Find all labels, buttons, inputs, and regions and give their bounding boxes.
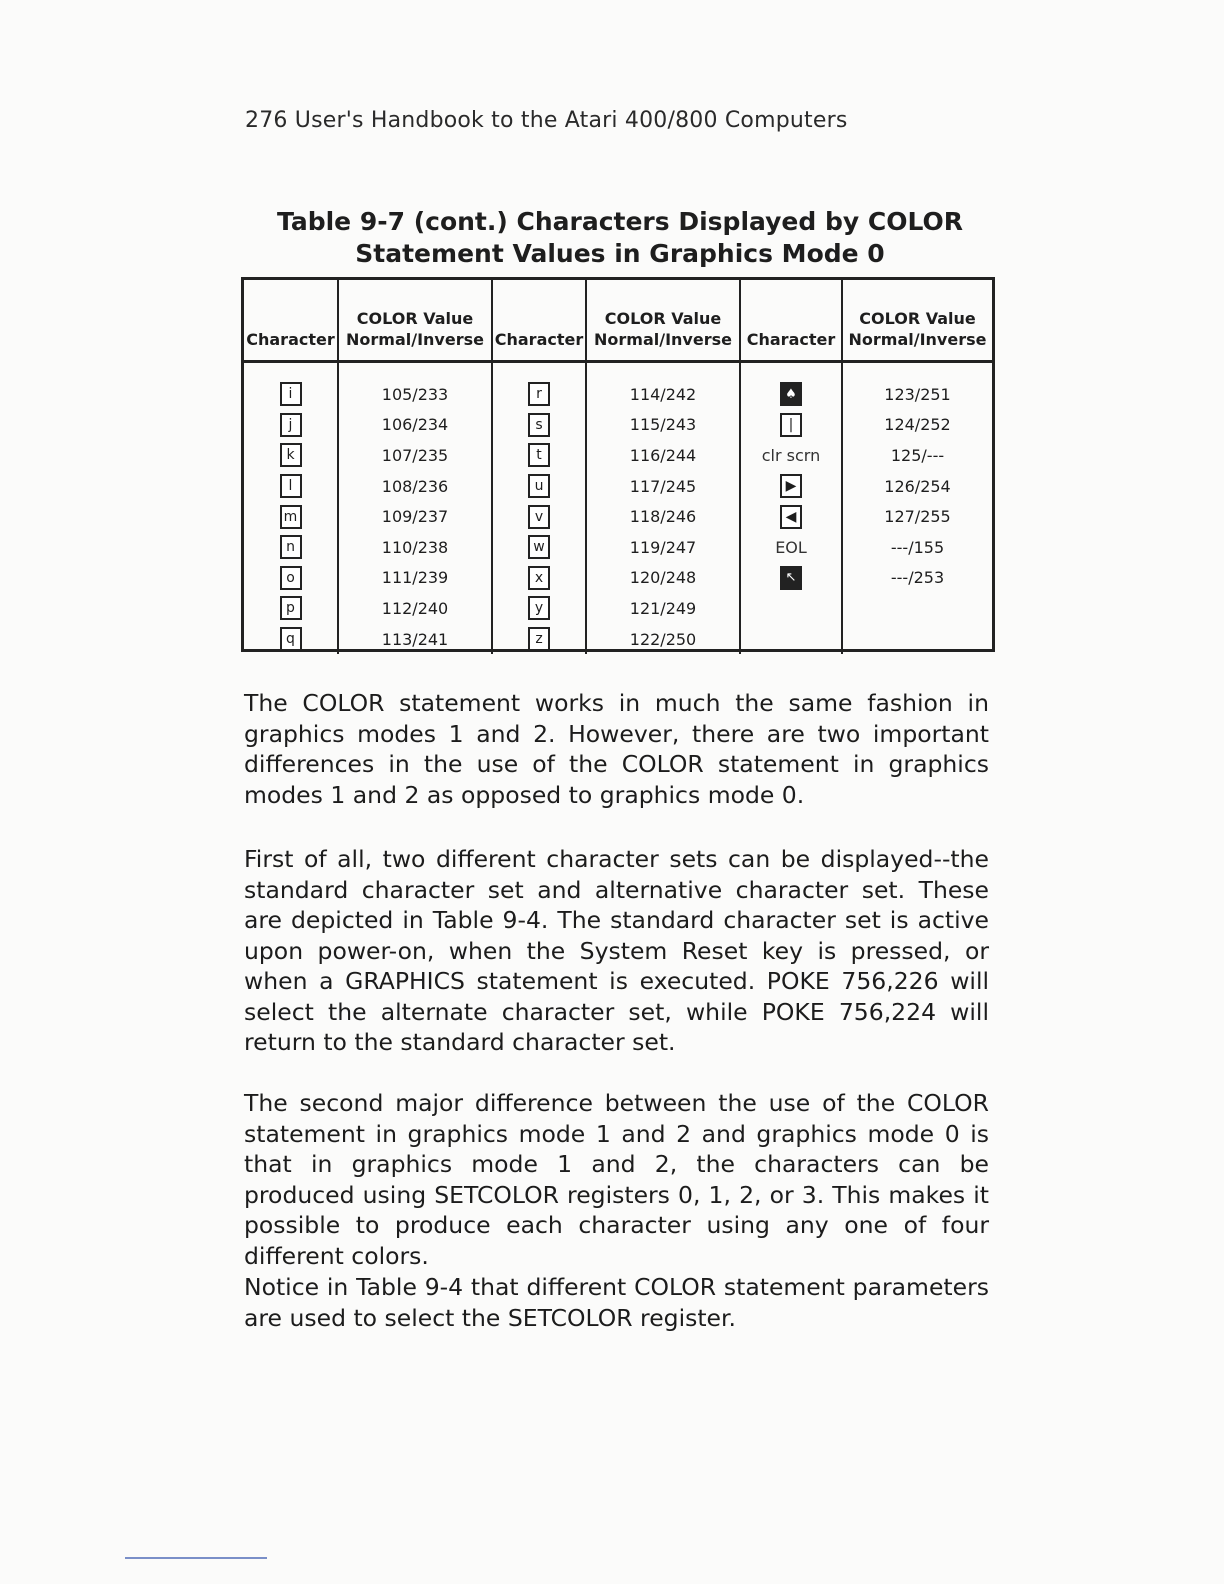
value-column-2 <box>587 363 739 654</box>
color-value: 121/249 <box>629 598 697 618</box>
character-column-3 <box>741 363 841 593</box>
header-character-1: Character <box>244 280 338 362</box>
header-character-3: Character <box>740 280 842 362</box>
clear-screen-label: clr scrn <box>761 445 821 465</box>
color-value: 107/235 <box>381 445 449 465</box>
character-glyph: o <box>280 566 302 590</box>
header-character-2: Character <box>492 280 586 362</box>
value-column-3 <box>843 363 992 593</box>
table-title <box>245 206 995 270</box>
paragraph-2: First of all, two different character sets can be displayed--the standard character set and alternative character set. These are depicted in Table 9-4. The standard character set is active upon power-on, when the System Reset key is pressed, or when a GRAPHICS statement is executed. POKE 756,226 will select the alternate character set, while POKE 756,224 will return to the standard character set. <box>244 845 989 1056</box>
color-value: 122/250 <box>629 629 697 649</box>
character-glyph: m <box>280 505 302 529</box>
color-value: 126/254 <box>884 476 951 496</box>
color-value: 116/244 <box>629 445 697 465</box>
color-value: 113/241 <box>381 629 449 649</box>
color-value: 118/246 <box>629 507 697 527</box>
color-value: 111/239 <box>381 568 449 588</box>
color-value: ---/155 <box>890 537 945 557</box>
character-glyph: i <box>280 382 302 406</box>
character-glyph: u <box>528 474 550 498</box>
eol-label: EOL <box>775 537 807 557</box>
character-glyph: q <box>280 627 302 651</box>
footer-rule <box>125 1557 267 1559</box>
character-glyph: k <box>280 443 302 467</box>
color-value: 115/243 <box>629 415 697 435</box>
character-glyph: x <box>528 566 550 590</box>
character-glyph: s <box>528 413 550 437</box>
color-value: 112/240 <box>381 598 449 618</box>
color-value: 125/--- <box>890 445 945 465</box>
paragraph-4: Notice in Table 9-4 that different COLOR statement parameters are used to select the SETCOLOR register. <box>244 1273 989 1332</box>
color-value: 127/255 <box>884 507 951 527</box>
value-column-1 <box>339 363 491 654</box>
color-value: 110/238 <box>381 537 449 557</box>
character-glyph: r <box>528 382 550 406</box>
color-value: 108/236 <box>381 476 449 496</box>
color-value: 117/245 <box>629 476 697 496</box>
color-value: 124/252 <box>884 415 951 435</box>
character-glyph: n <box>280 535 302 559</box>
color-value: 120/248 <box>629 568 697 588</box>
character-glyph: p <box>280 596 302 620</box>
color-value: 119/247 <box>629 537 697 557</box>
header-color-value-3: COLOR Value Normal/Inverse <box>842 280 992 362</box>
character-glyph: l <box>280 474 302 498</box>
character-glyph: y <box>528 596 550 620</box>
arrow-up-left-icon: ↖ <box>780 566 802 590</box>
right-triangle-icon: ▶ <box>780 474 802 498</box>
vertical-bar-icon: | <box>780 413 802 437</box>
character-column-1 <box>244 363 337 654</box>
color-value: ---/253 <box>890 568 945 588</box>
character-glyph: v <box>528 505 550 529</box>
header-color-value-2: COLOR Value Normal/Inverse <box>586 280 740 362</box>
table-title-line-1: Table 9-7 (cont.) Characters Displayed by COLOR <box>277 207 963 236</box>
character-glyph: j <box>280 413 302 437</box>
left-triangle-icon: ◀ <box>780 505 802 529</box>
color-values-table <box>241 277 995 652</box>
paragraph-1: The COLOR statement works in much the same fashion in graphics modes 1 and 2. However, there are two important differences in the use of the COLOR statement in graphics modes 1 and 2 as opposed to graphics mode 0. <box>244 689 989 809</box>
table-title-line-2: Statement Values in Graphics Mode 0 <box>355 239 885 268</box>
color-value: 114/242 <box>629 384 697 404</box>
page-header: 276 User's Handbook to the Atari 400/800 Computers <box>245 108 848 133</box>
color-value: 106/234 <box>381 415 449 435</box>
color-value: 109/237 <box>381 507 449 527</box>
spade-icon: ♠ <box>780 382 802 406</box>
color-value: 123/251 <box>884 384 951 404</box>
paragraph-3: The second major difference between the use of the COLOR statement in graphics mode 1 and 2 and graphics mode 0 is that in graphics mode 1 and 2, the characters can be produced using SETCOLOR registers 0, 1, 2, or 3. This makes it possible to produce each character using any one of four different colors. <box>244 1089 989 1270</box>
character-glyph: t <box>528 443 550 467</box>
character-column-2 <box>493 363 585 654</box>
character-glyph: z <box>528 627 550 651</box>
header-color-value-1: COLOR Value Normal/Inverse <box>338 280 492 362</box>
character-glyph: w <box>528 535 550 559</box>
color-value: 105/233 <box>381 384 449 404</box>
